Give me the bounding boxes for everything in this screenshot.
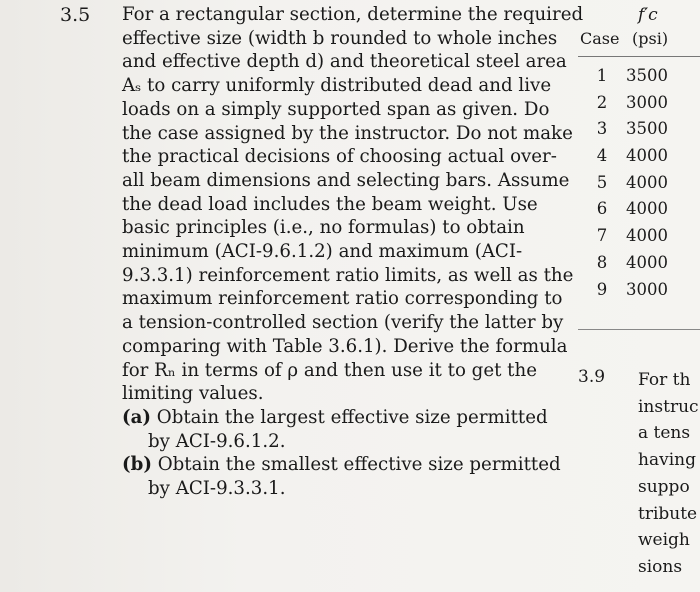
part-a-label: (a) xyxy=(122,406,151,428)
problem-line: the case assigned by the instructor. Do not make xyxy=(122,122,573,144)
psi-cell: 4000 xyxy=(626,172,668,192)
psi-cell: 3000 xyxy=(626,92,668,112)
part-b xyxy=(122,453,560,500)
case-cell: 1 xyxy=(596,66,608,85)
problem-line: a tension-controlled section (verify the latter by xyxy=(122,312,564,334)
problem-line: minimum (ACI-9.6.1.2) and maximum (ACI- xyxy=(122,241,523,263)
psi-cell: 3000 xyxy=(626,279,668,299)
table-bottom-rule xyxy=(578,329,700,330)
problem-line: all beam dimensions and selecting bars. Assume xyxy=(122,169,570,191)
problem-line: the dead load includes the beam weight. Use xyxy=(122,193,538,215)
table-row xyxy=(580,119,700,146)
psi-cell: 4000 xyxy=(626,226,668,246)
table-divider xyxy=(578,56,700,57)
case-cell: 4 xyxy=(596,146,608,166)
case-cell: 6 xyxy=(596,199,608,219)
problem-line: effective size (width b rounded to whole inches xyxy=(122,27,558,49)
case-cell: 8 xyxy=(596,252,608,272)
problem-line: loads on a simply supported span as given. Do xyxy=(122,98,550,120)
table-row xyxy=(580,280,700,307)
problem-line: For a rectangular section, determine the required xyxy=(122,4,584,25)
part-b-label: (b) xyxy=(122,454,152,476)
table-row xyxy=(580,146,700,173)
next-problem-line: having xyxy=(638,450,696,471)
problem-line: the practical decisions of choosing actual over- xyxy=(122,146,557,168)
table-row xyxy=(580,226,700,253)
part-a xyxy=(122,406,560,453)
problem-statement xyxy=(122,3,584,501)
next-problem-line: suppo xyxy=(638,476,690,497)
case-cell: 2 xyxy=(596,92,608,112)
case-cell: 3 xyxy=(596,119,608,139)
next-problem-line: instruc xyxy=(638,396,699,417)
problem-line: 9.3.3.1) reinforcement ratio limits, as well as the xyxy=(122,264,574,286)
part-b-text: Obtain the smallest effective size permitted xyxy=(157,454,561,476)
psi-cell: 4000 xyxy=(626,199,668,219)
problem-line: maximum reinforcement ratio corresponding to xyxy=(122,288,563,310)
problem-line: for Rₙ in terms of ρ and then use it to get the xyxy=(122,359,537,381)
part-a-text: Obtain the largest effective size permitted xyxy=(156,406,548,428)
problem-line: limiting values. xyxy=(122,383,264,405)
table-row xyxy=(580,199,700,226)
next-problem-line: sions xyxy=(638,556,683,577)
table-row xyxy=(580,173,700,200)
problem-line: comparing with Table 3.6.1). Derive the formula xyxy=(122,335,568,357)
table-row xyxy=(580,66,700,93)
part-a-text-cont: by ACI-9.6.1.2. xyxy=(148,430,286,452)
next-problem-statement xyxy=(638,367,700,581)
case-table xyxy=(580,66,700,306)
problem-line: basic principles (i.e., no formulas) to obtain xyxy=(122,217,525,239)
case-cell: 9 xyxy=(596,279,608,299)
psi-cell: 4000 xyxy=(626,146,668,166)
fc-header: f′c xyxy=(638,5,658,25)
problem-number: 3.5 xyxy=(60,4,91,26)
psi-cell: 3500 xyxy=(626,66,668,85)
psi-header: (psi) xyxy=(632,29,669,48)
problem-line: Aₛ to carry uniformly distributed dead and live xyxy=(122,75,552,97)
next-problem-number: 3.9 xyxy=(578,367,606,387)
table-row xyxy=(580,253,700,280)
psi-cell: 4000 xyxy=(626,252,668,272)
next-problem-line: a tens xyxy=(638,423,691,444)
case-cell: 5 xyxy=(596,172,608,192)
part-b-text-cont: by ACI-9.3.3.1. xyxy=(148,478,286,500)
next-problem-line: tribute xyxy=(638,503,698,524)
problem-line: and effective depth d) and theoretical steel area xyxy=(122,51,567,73)
next-problem-line: For th xyxy=(638,370,691,390)
psi-cell: 3500 xyxy=(626,119,668,139)
case-header: Case xyxy=(580,29,620,48)
table-row xyxy=(580,93,700,120)
case-cell: 7 xyxy=(596,226,608,246)
next-problem-line: weigh xyxy=(638,530,690,551)
